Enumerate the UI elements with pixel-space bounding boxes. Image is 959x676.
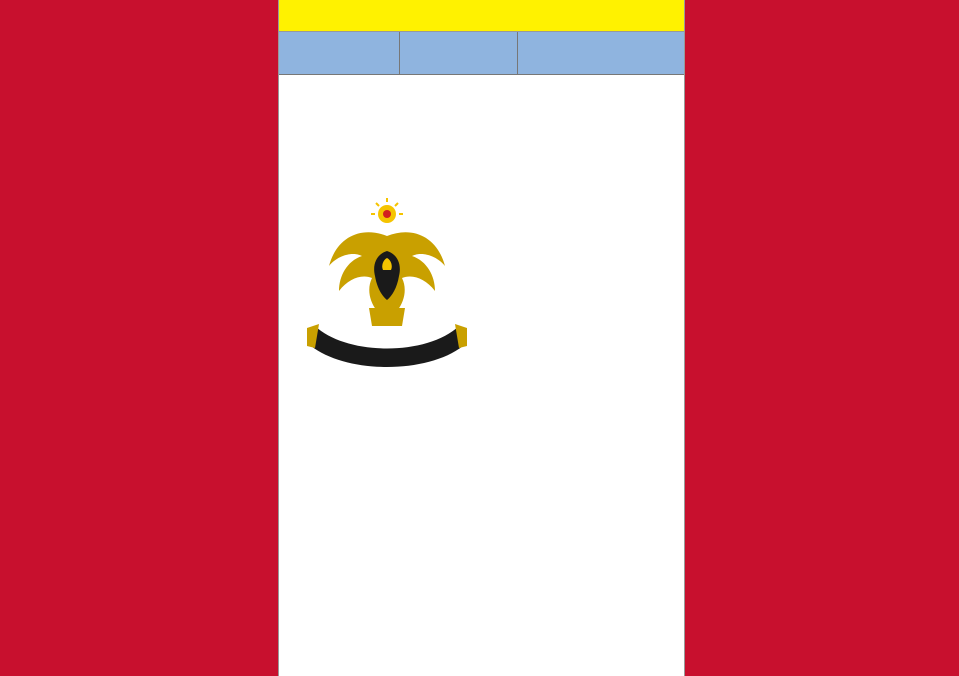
sun-icon [371,198,403,223]
header-day [279,32,399,74]
table-header-row [279,32,684,75]
krg-emblem-logo [307,196,467,386]
document-sheet [278,0,685,676]
header-date [399,32,517,74]
document-title [279,0,684,32]
eagle-icon [329,232,445,326]
header-ministries [517,32,684,74]
banner-icon [307,324,467,367]
